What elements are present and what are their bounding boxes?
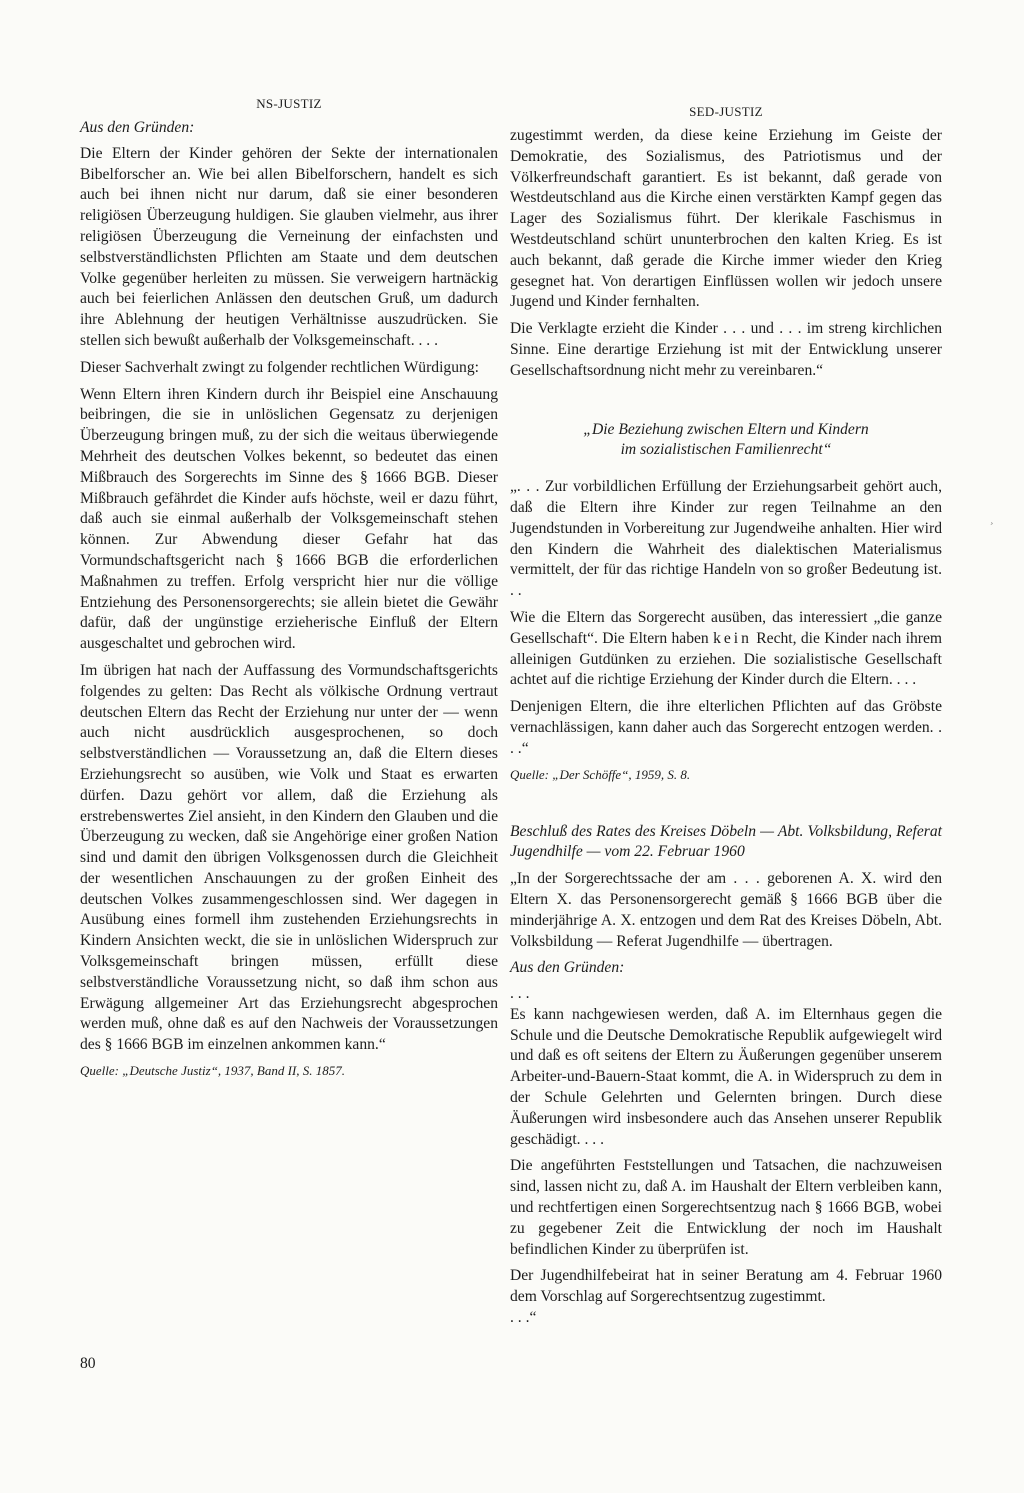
paragraph: zugestimmt werden, da diese keine Erziehung im Geiste der Demokratie, des Sozialismus, des Patriotismus und der Völkerfreundschaft garantiert. Es ist bekannt, daß gerade von Westdeutschland aus die Kirche einen verstärkten Kampf gegen das Lager des Sozialismus führt. Der klerikale Faschismus in Westdeutschland schürt ununterbrochen den kalten Krieg. Es ist auch bekannt, daß gerade die Kirche immer wieder den Krieg gesegnet hat. Von derartigen Einflüssen wollen wir jedoch unsere Jugend und Kinder fernhalten. (510, 127, 942, 311)
closing-ellipsis: . . .“ (510, 1309, 537, 1327)
section-title-line: „Die Beziehung zwischen Eltern und Kindern (583, 420, 869, 438)
page-number: 80 (80, 1355, 96, 1372)
paragraph: „. . . Zur vorbildlichen Erfüllung der Erziehungsarbeit gehört auch, daß die Eltern ihre Kinder zur regen Teilnahme an den Jugendstunden in Vorbereitung zur Jugendweihe anhalten. Hier wird den Kindern die Wahrheit des dialektischen Materialismus vermittelt, der für das richtige Handeln von so großer Bedeutung ist. . . (510, 478, 942, 600)
section-label: Aus den Gründen: (80, 119, 195, 136)
paragraph (510, 608, 942, 691)
text-run: Wie die Eltern das Sorgerecht ausüben, das interessiert „die ganze Gesellschaft“. Die Eltern haben (510, 608, 942, 647)
paragraph: Die angeführten Feststellungen und Tatsachen, die nachzuweisen sind, lassen nicht zu, daß A. im Haushalt der Eltern verbleiben kann, und rechtfertigen einen Sorgerechtsentzug nach § 1666 BGB, wobei zu gegebener Zeit die Entwicklung der noch im Haushalt befindlichen Kinder zu überprüfen ist. (510, 1157, 942, 1258)
right-column (510, 104, 942, 1335)
paragraph: Die Eltern der Kinder gehören der Sekte der internationalen Bibelforscher an. Wie bei allen Bibelforschern, handelt es sich auch bei ihnen nicht nur darum, daß sie einer besonderen religiösen Überzeugung huldigen. Sie glauben vielmehr, aus ihrer religiösen Überzeugung die Verneinung der einfachsten und selbstverständlichsten Pflichten am Staate und dem deutschen Volke gegenüber herleiten zu müssen. Sie verweigern hartnäckig auch bei feierlichen Anlässen den deutschen Gruß, um dadurch ihre Ablehnung der heutigen Verhältnisse auszudrücken. Sie stellen sich bewußt außerhalb der Volksgemeinschaft. . . . (80, 144, 498, 349)
left-column (80, 96, 498, 1088)
paragraph: Dieser Sachverhalt zwingt zu folgender rechtlichen Würdigung: (80, 358, 479, 376)
paragraph: Wenn Eltern ihren Kindern durch ihr Beispiel eine Anschauung beibringen, die sie in unlöslichen Gegensatz zu derjenigen Überzeugung bringen muß, zu der sich die weitaus überwiegende Mehrheit des deutschen Volkes bekennt, so bedeutet das einen Mißbrauch des Sorgerechts im Sinne des § 1666 BGB. Dieser Mißbrauch gefährdet die Kinder aufs höchste, weil er dazu führt, daß auch sie einmal außerhalb der Volksgemeinschaft stehen können. Zur Abwendung dieser Gefahr hat das Vormundschaftsgericht nach § 1666 BGB die erforderlichen Maßnahmen zu treffen. Erfolg verspricht hier nur die völlige Entziehung des Personensorgerechts; sie allein bietet die Gewähr dafür, daß der ungünstige erzieherische Einfluß der Eltern ausgeschaltet und gebrochen wird. (80, 385, 498, 653)
paragraph: Denjenigen Eltern, die ihre elterlichen Pflichten auf das Gröbste vernachlässigen, kann daher auch das Sorgerecht entzogen werden. . . .“ (510, 698, 942, 757)
paragraph: Die Verklagte erzieht die Kinder . . . und . . . im streng kirchlichen Sinne. Eine derartige Erziehung ist mit der Entwicklung unserer Gesellschaftsordnung nicht mehr zu vereinbaren.“ (510, 320, 942, 379)
section-label: Aus den Gründen: (510, 959, 625, 977)
paragraph: „In der Sorgerechtssache der am . . . geborenen A. X. wird den Eltern X. das Personensorgerecht gemäß § 1666 BGB über die minderjährige A. X. entzogen und dem Rat des Kreises Döbeln, Abt. Volksbildung — Referat Jugendhilfe — übertragen. (510, 870, 942, 950)
text-run: Recht, die Kinder nach ihrem alleinigen Gutdünken zu erziehen. Die sozialistische Gesellschaft achtet auf die richtige Erziehung der Kinder durch die Eltern. . . . (510, 629, 942, 689)
paragraph: Im übrigen hat nach der Auffassung des Vormundschaftsgerichts folgendes zu gelten: Das Recht als völkische Ordnung vertraut deutschen Eltern das Recht der Erziehung nur unter der — wenn auch nicht ausdrücklich ausgesprochenen, so doch selbstverständlichen — Voraussetzung an, daß die Eltern dieses Erziehungsrecht so ausüben, wie Volk und Staat es erwarten dürfen. Dazu gehört vor allem, daß die Erziehung als erstrebenswertes Ziel ansieht, in den Kindern den Glauben und die Überzeugung zu wecken, daß sie Angehörige einer großen Nation sind und damit den übrigen Volksgenossen durch die Gleichheit der wesentlichen Anschauungen zu der großen Einheit des deutschen Volkes zusammengeschlossen sind. Wer dagegen in Ausübung eines formell ihm zustehenden Erziehungsrechts in Kindern Ansichten weckt, die sie in unlöslichen Widerspruch zur Volksgemeinschaft bringen müssen, erfüllt diese selbstverständliche Voraussetzung nicht, so daß ihm schon aus Erwägung allgemeiner Art das Erziehungsrecht abgesprochen werden muß, ohne daß es auf den Nachweis der Voraussetzungen des § 1666 BGB im einzelnen ankommen kann.“ (80, 661, 498, 1054)
paragraph: Es kann nachgewiesen werden, daß A. im Elternhaus gegen die Schule und die Deutsche Demokratische Republik aufgewiegelt wird und daß es oft seitens der Eltern zu Äußerungen gegenüber unserem Arbeiter-und-Bauern-Staat kommt, die A. in Widerspruch zu dem in der Schule Gelehrten und Gelernten bringen. Durch diese Äußerungen wird insbesondere auch das Ansehen unserer Republik geschädigt. . . . (510, 1005, 942, 1148)
ellipsis: . . . (510, 985, 530, 1003)
margin-mark: ¸ (990, 514, 994, 525)
section-title-beschluss: Beschluß des Rates des Kreises Döbeln — Abt. Volksbildung, Referat Jugendhilfe — vom 22. Februar 1960 (510, 822, 942, 861)
source-citation: Quelle: „Deutsche Justiz“, 1937, Band II, S. 1857. (80, 1063, 346, 1079)
section-title-line: im sozialistischen Familienrecht“ (620, 441, 832, 459)
section-title-familienrecht (510, 420, 942, 462)
emphasized-word: kein (713, 629, 752, 647)
column-header-ns-justiz: NS-JUSTIZ (256, 96, 322, 111)
paragraph: Der Jugendhilfebeirat hat in seiner Beratung am 4. Februar 1960 dem Vorschlag auf Sorgerechtsentzug zugestimmt. (510, 1267, 942, 1306)
column-header-sed-justiz: SED-JUSTIZ (689, 104, 763, 119)
source-citation: Quelle: „Der Schöffe“, 1959, S. 8. (510, 766, 691, 782)
